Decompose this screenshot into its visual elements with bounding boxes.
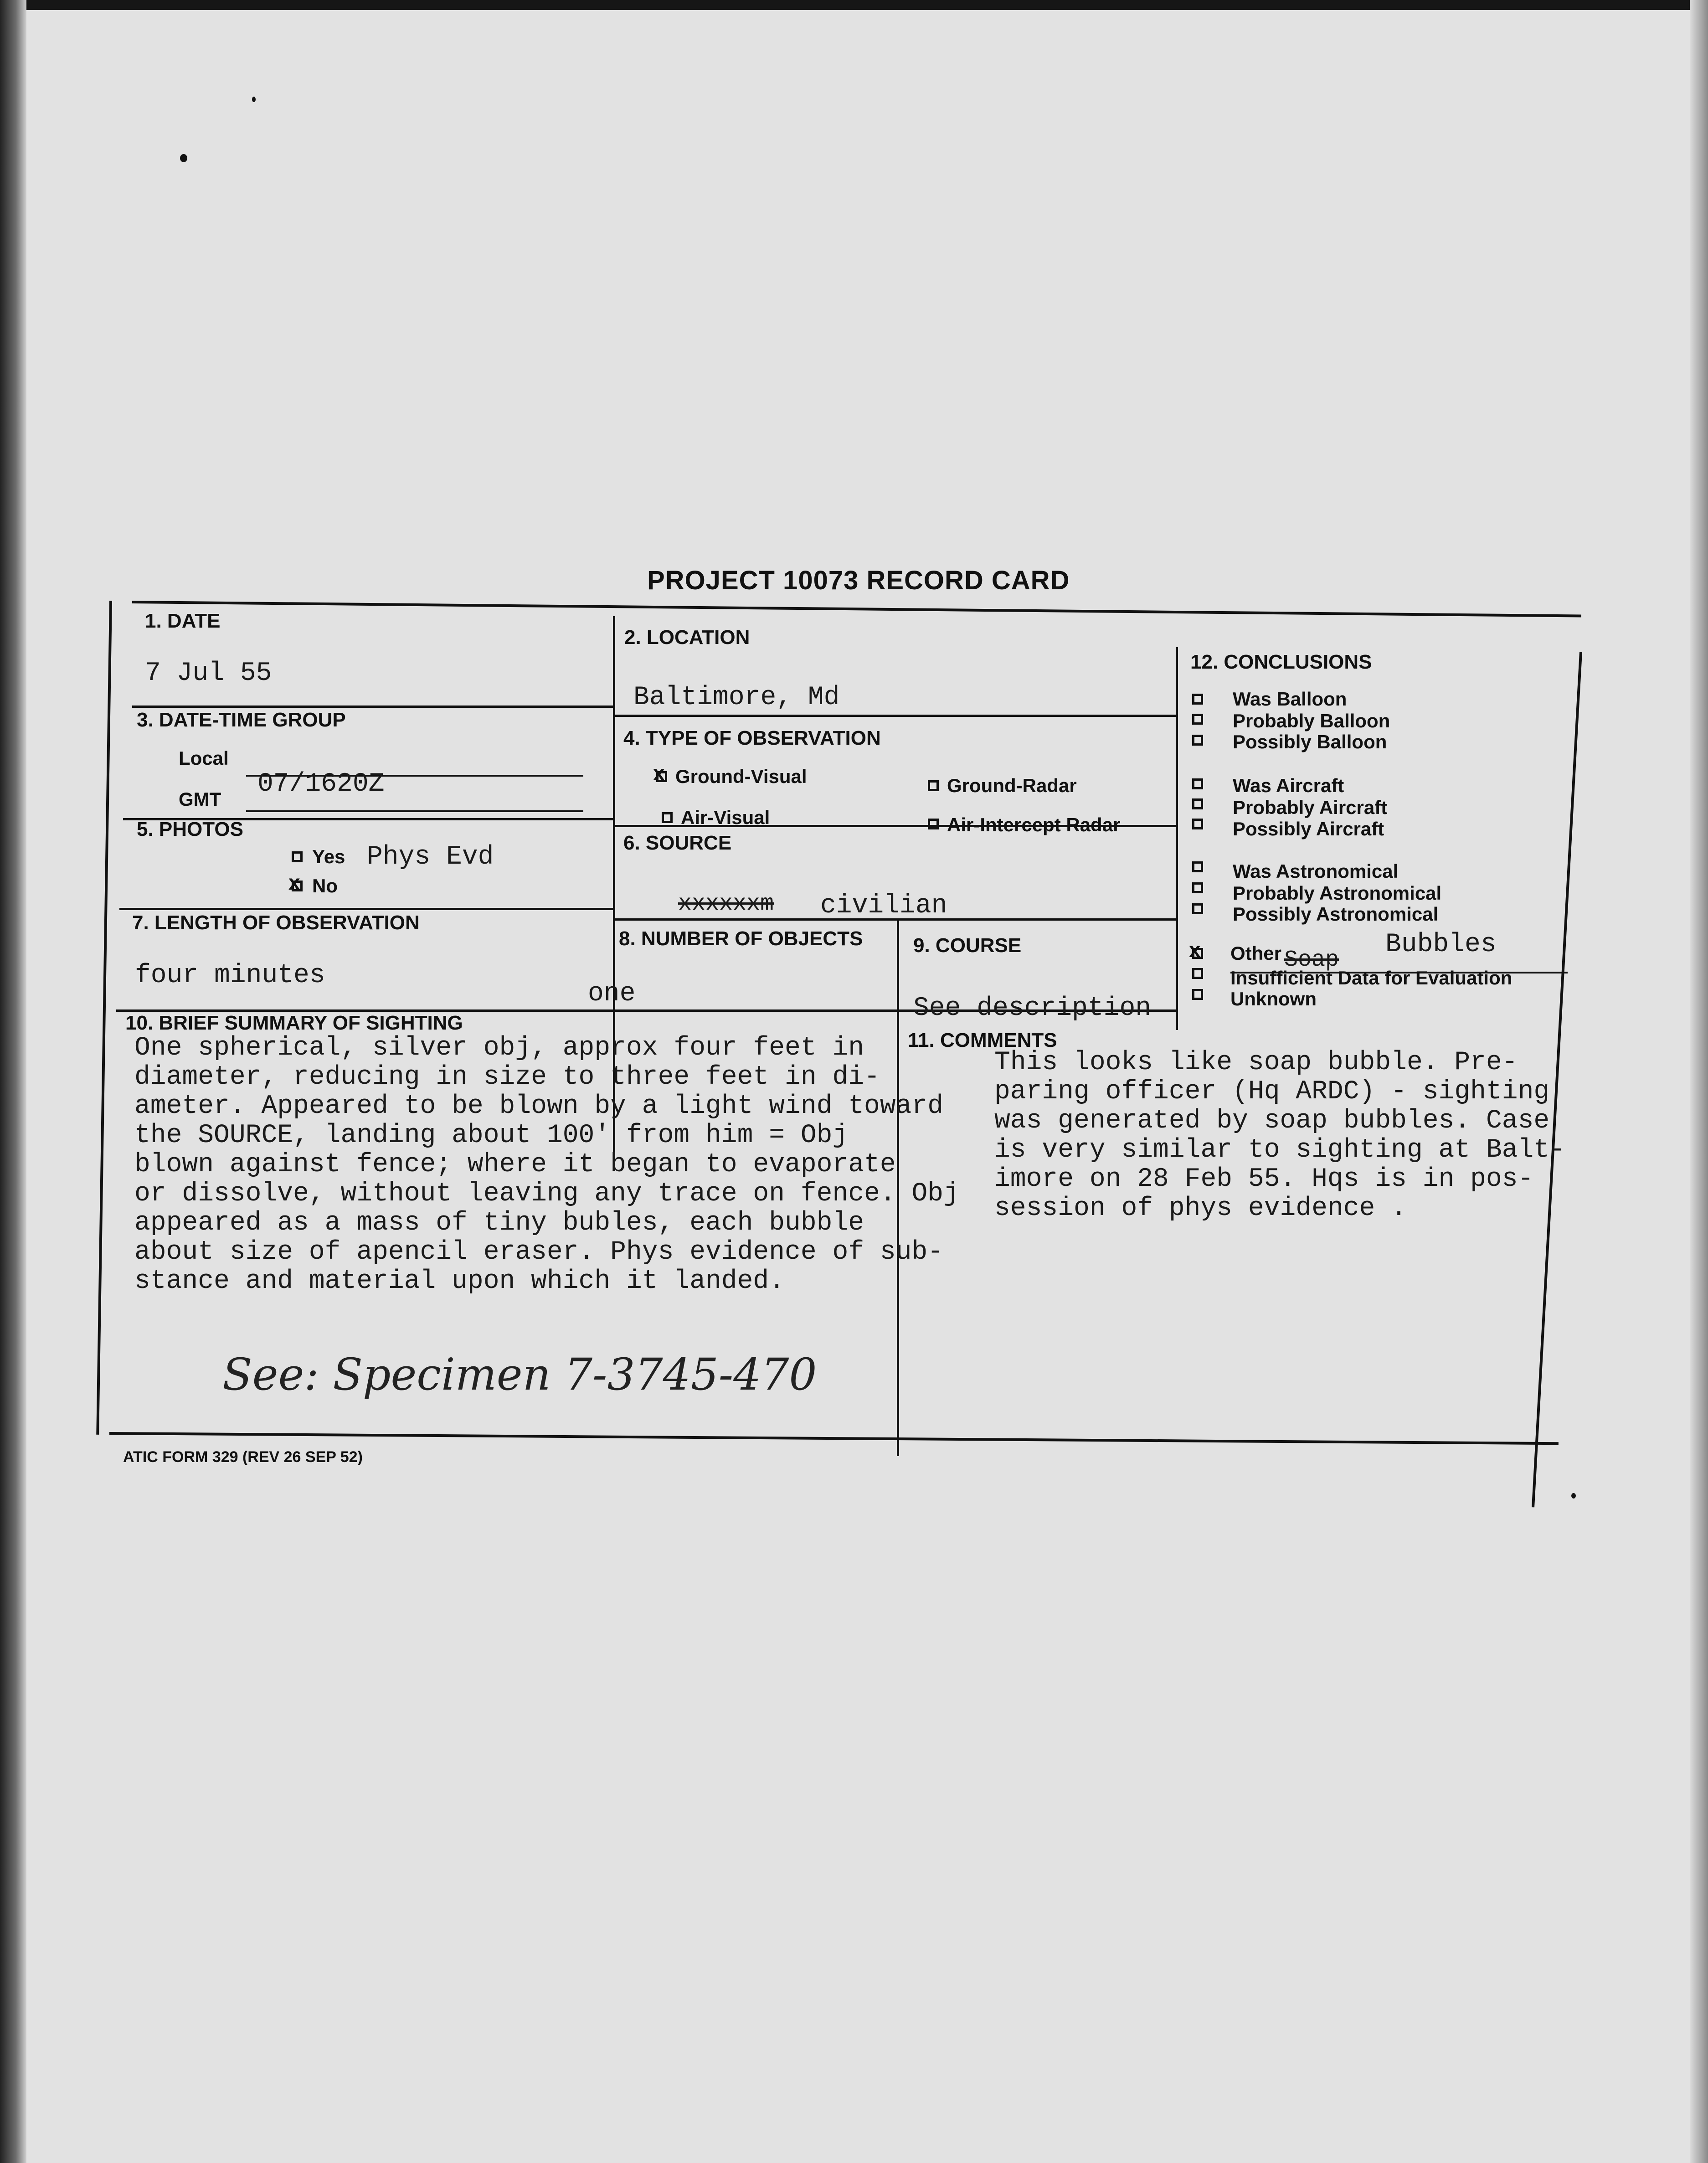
length-of-observation-label: 7. LENGTH OF OBSERVATION (132, 912, 420, 934)
rule-row3 (132, 706, 615, 708)
summary-line: about size of apencil eraser. Phys evidence of sub- (134, 1237, 944, 1267)
course-label: 9. COURSE (913, 934, 1022, 957)
checkbox-unknown[interactable] (1192, 989, 1203, 1000)
summary-line: ameter. Appeared to be blown by a light wind toward (134, 1092, 944, 1121)
option-air-intercept-radar: Air-Intercept Radar (947, 814, 1121, 835)
summary-line: One spherical, silver obj, approx four feet in (134, 1033, 864, 1063)
option-air-visual: Air-Visual (681, 807, 770, 828)
comments-line: is very similar to sighting at Balt- (994, 1135, 1566, 1165)
checkbox-other[interactable] (1192, 948, 1203, 959)
conclusion-unknown: Unknown (1230, 988, 1317, 1009)
gmt-label: GMT (179, 788, 221, 810)
scan-edge-left (0, 0, 26, 2163)
conclusion-was-aircraft: Was Aircraft (1233, 775, 1344, 796)
checkbox-ground-visual[interactable] (656, 771, 667, 782)
conclusion-other-struck: Soap (1284, 947, 1339, 973)
rule-row4 (615, 715, 1178, 717)
gmt-underline (246, 810, 583, 812)
conclusion-other: Other (1230, 942, 1282, 964)
date-time-group-label: 3. DATE-TIME GROUP (137, 709, 346, 731)
date-label: 1. DATE (145, 610, 221, 632)
gmt-value: 07/1620Z (257, 769, 385, 799)
scan-edge-right (1690, 0, 1708, 2163)
photos-label: 5. PHOTOS (137, 818, 243, 840)
photos-yes-label: Yes (312, 846, 345, 867)
source-value: civilian (820, 891, 947, 921)
comments-line: was generated by soap bubbles. Case (994, 1106, 1550, 1136)
checkbox-photos-yes[interactable] (292, 851, 303, 862)
handwritten-specimen-note: See: Specimen 7-3745-470 (222, 1349, 817, 1400)
location-label: 2. LOCATION (624, 626, 750, 649)
summary-line: stance and material upon which it landed. (134, 1267, 785, 1296)
number-of-objects-value: one (588, 979, 636, 1009)
checkbox-possibly-astronomical[interactable] (1192, 903, 1203, 914)
conclusion-insufficient-data: Insufficient Data for Evaluation (1230, 967, 1513, 989)
checkbox-photos-no[interactable] (292, 881, 303, 891)
conclusion-was-balloon: Was Balloon (1233, 688, 1347, 710)
summary-line: diameter, reducing in size to three feet in di- (134, 1062, 880, 1092)
local-label: Local (179, 747, 229, 769)
summary-line: the SOURCE, landing about 100' from him = Obj (134, 1121, 849, 1150)
checkbox-probably-aircraft[interactable] (1192, 798, 1203, 809)
checkbox-was-balloon[interactable] (1192, 694, 1203, 705)
card-border-left (96, 601, 112, 1435)
comments-line: session of phys evidence . (994, 1194, 1407, 1223)
summary-line: or dissolve, without leaving any trace on fence. Obj (134, 1179, 959, 1209)
divider-conclusions (1176, 647, 1178, 1030)
date-value: 7 Jul 55 (145, 659, 272, 688)
checkbox-air-visual[interactable] (662, 812, 673, 823)
conclusions-label: 12. CONCLUSIONS (1190, 651, 1372, 673)
scan-speck (180, 154, 187, 162)
option-ground-radar: Ground-Radar (947, 775, 1077, 796)
source-label: 6. SOURCE (623, 832, 732, 854)
checkbox-air-intercept-radar[interactable] (928, 819, 939, 829)
card-title: PROJECT 10073 RECORD CARD (647, 566, 1070, 595)
scan-speck (1571, 1493, 1576, 1499)
checkbox-possibly-balloon[interactable] (1192, 735, 1203, 746)
conclusion-was-astronomical: Was Astronomical (1233, 860, 1399, 882)
conclusion-probably-aircraft: Probably Aircraft (1233, 797, 1388, 818)
brief-summary-label: 10. BRIEF SUMMARY OF SIGHTING (125, 1012, 463, 1034)
comments-line: imore on 28 Feb 55. Hqs is in pos- (994, 1164, 1534, 1194)
number-of-objects-label: 8. NUMBER OF OBJECTS (619, 927, 863, 950)
option-ground-visual: Ground-Visual (675, 766, 807, 787)
photos-note: Phys Evd (367, 842, 494, 872)
comments-label: 11. COMMENTS (908, 1029, 1057, 1051)
conclusion-probably-astronomical: Probably Astronomical (1233, 882, 1442, 904)
checkbox-probably-astronomical[interactable] (1192, 882, 1203, 893)
checkbox-ground-radar[interactable] (928, 780, 939, 791)
length-of-observation-value: four minutes (135, 961, 325, 990)
summary-line: appeared as a mass of tiny bubles, each bubble (134, 1208, 864, 1238)
card-border-top (132, 601, 1581, 618)
source-struck-text: xxxxxxm (678, 891, 774, 917)
course-value: See description (913, 994, 1152, 1023)
form-id: ATIC FORM 329 (REV 26 SEP 52) (123, 1448, 363, 1466)
type-of-observation-label: 4. TYPE OF OBSERVATION (623, 727, 881, 749)
comments-line: paring officer (Hq ARDC) - sighting (994, 1077, 1550, 1107)
photos-no-label: No (312, 875, 338, 896)
conclusion-other-value: Bubbles (1385, 930, 1497, 959)
conclusion-possibly-balloon: Possibly Balloon (1233, 731, 1387, 752)
rule-row7 (119, 908, 615, 910)
checkbox-probably-balloon[interactable] (1192, 714, 1203, 725)
scan-speck (252, 97, 256, 102)
scan-edge-top (0, 0, 1708, 10)
checkbox-insufficient-data[interactable] (1192, 968, 1203, 979)
checkbox-possibly-aircraft[interactable] (1192, 819, 1203, 829)
conclusion-possibly-astronomical: Possibly Astronomical (1233, 903, 1439, 925)
card-border-bottom (109, 1432, 1559, 1445)
location-value: Baltimore, Md (633, 683, 840, 712)
conclusion-possibly-aircraft: Possibly Aircraft (1233, 818, 1384, 839)
checkbox-was-aircraft[interactable] (1192, 778, 1203, 789)
conclusion-probably-balloon: Probably Balloon (1233, 710, 1390, 731)
comments-line: This looks like soap bubble. Pre- (994, 1048, 1518, 1077)
summary-line: blown against fence; where it began to evaporate (134, 1150, 896, 1179)
checkbox-was-astronomical[interactable] (1192, 861, 1203, 872)
